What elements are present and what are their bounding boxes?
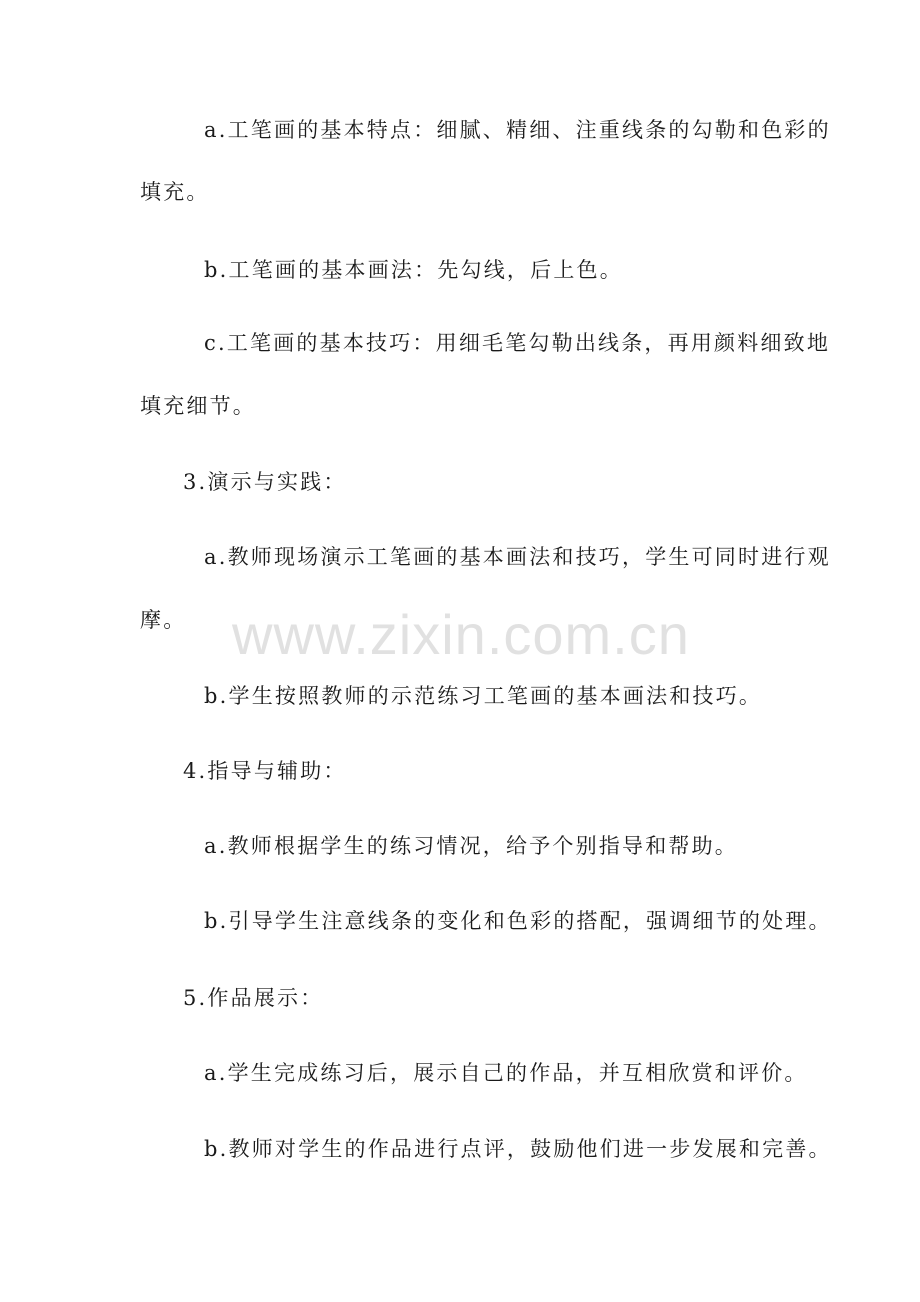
- text-line: b.引导学生注意线条的变化和色彩的搭配，强调细节的处理。: [204, 909, 832, 933]
- section-heading: 5.作品展示：: [183, 986, 324, 1010]
- text-line: b.学生按照教师的示范练习工笔画的基本画法和技巧。: [204, 684, 763, 708]
- text-line: a.学生完成练习后，展示自己的作品，并互相欣赏和评价。: [204, 1061, 808, 1085]
- text-line: b.教师对学生的作品进行点评，鼓励他们进一步发展和完善。: [204, 1137, 832, 1161]
- text-line: a.工笔画的基本特点：细腻、精细、注重线条的勾勒和色彩的: [204, 118, 831, 142]
- text-line: a.教师现场演示工笔画的基本画法和技巧，学生可同时进行观: [204, 545, 831, 569]
- watermark: www.zixin.com.cn: [232, 603, 690, 666]
- section-heading: 3.演示与实践：: [183, 470, 347, 494]
- text-line: b.工笔画的基本画法：先勾线，后上色。: [204, 258, 623, 282]
- text-line: c.工笔画的基本技巧：用细毛笔勾勒出线条，再用颜料细致地: [204, 331, 831, 355]
- text-line: 填充。: [140, 180, 210, 204]
- text-line: 摩。: [140, 608, 187, 632]
- text-line: a.教师根据学生的练习情况，给予个别指导和帮助。: [204, 834, 738, 858]
- text-line: 填充细节。: [140, 394, 256, 418]
- section-heading: 4.指导与辅助：: [183, 759, 347, 783]
